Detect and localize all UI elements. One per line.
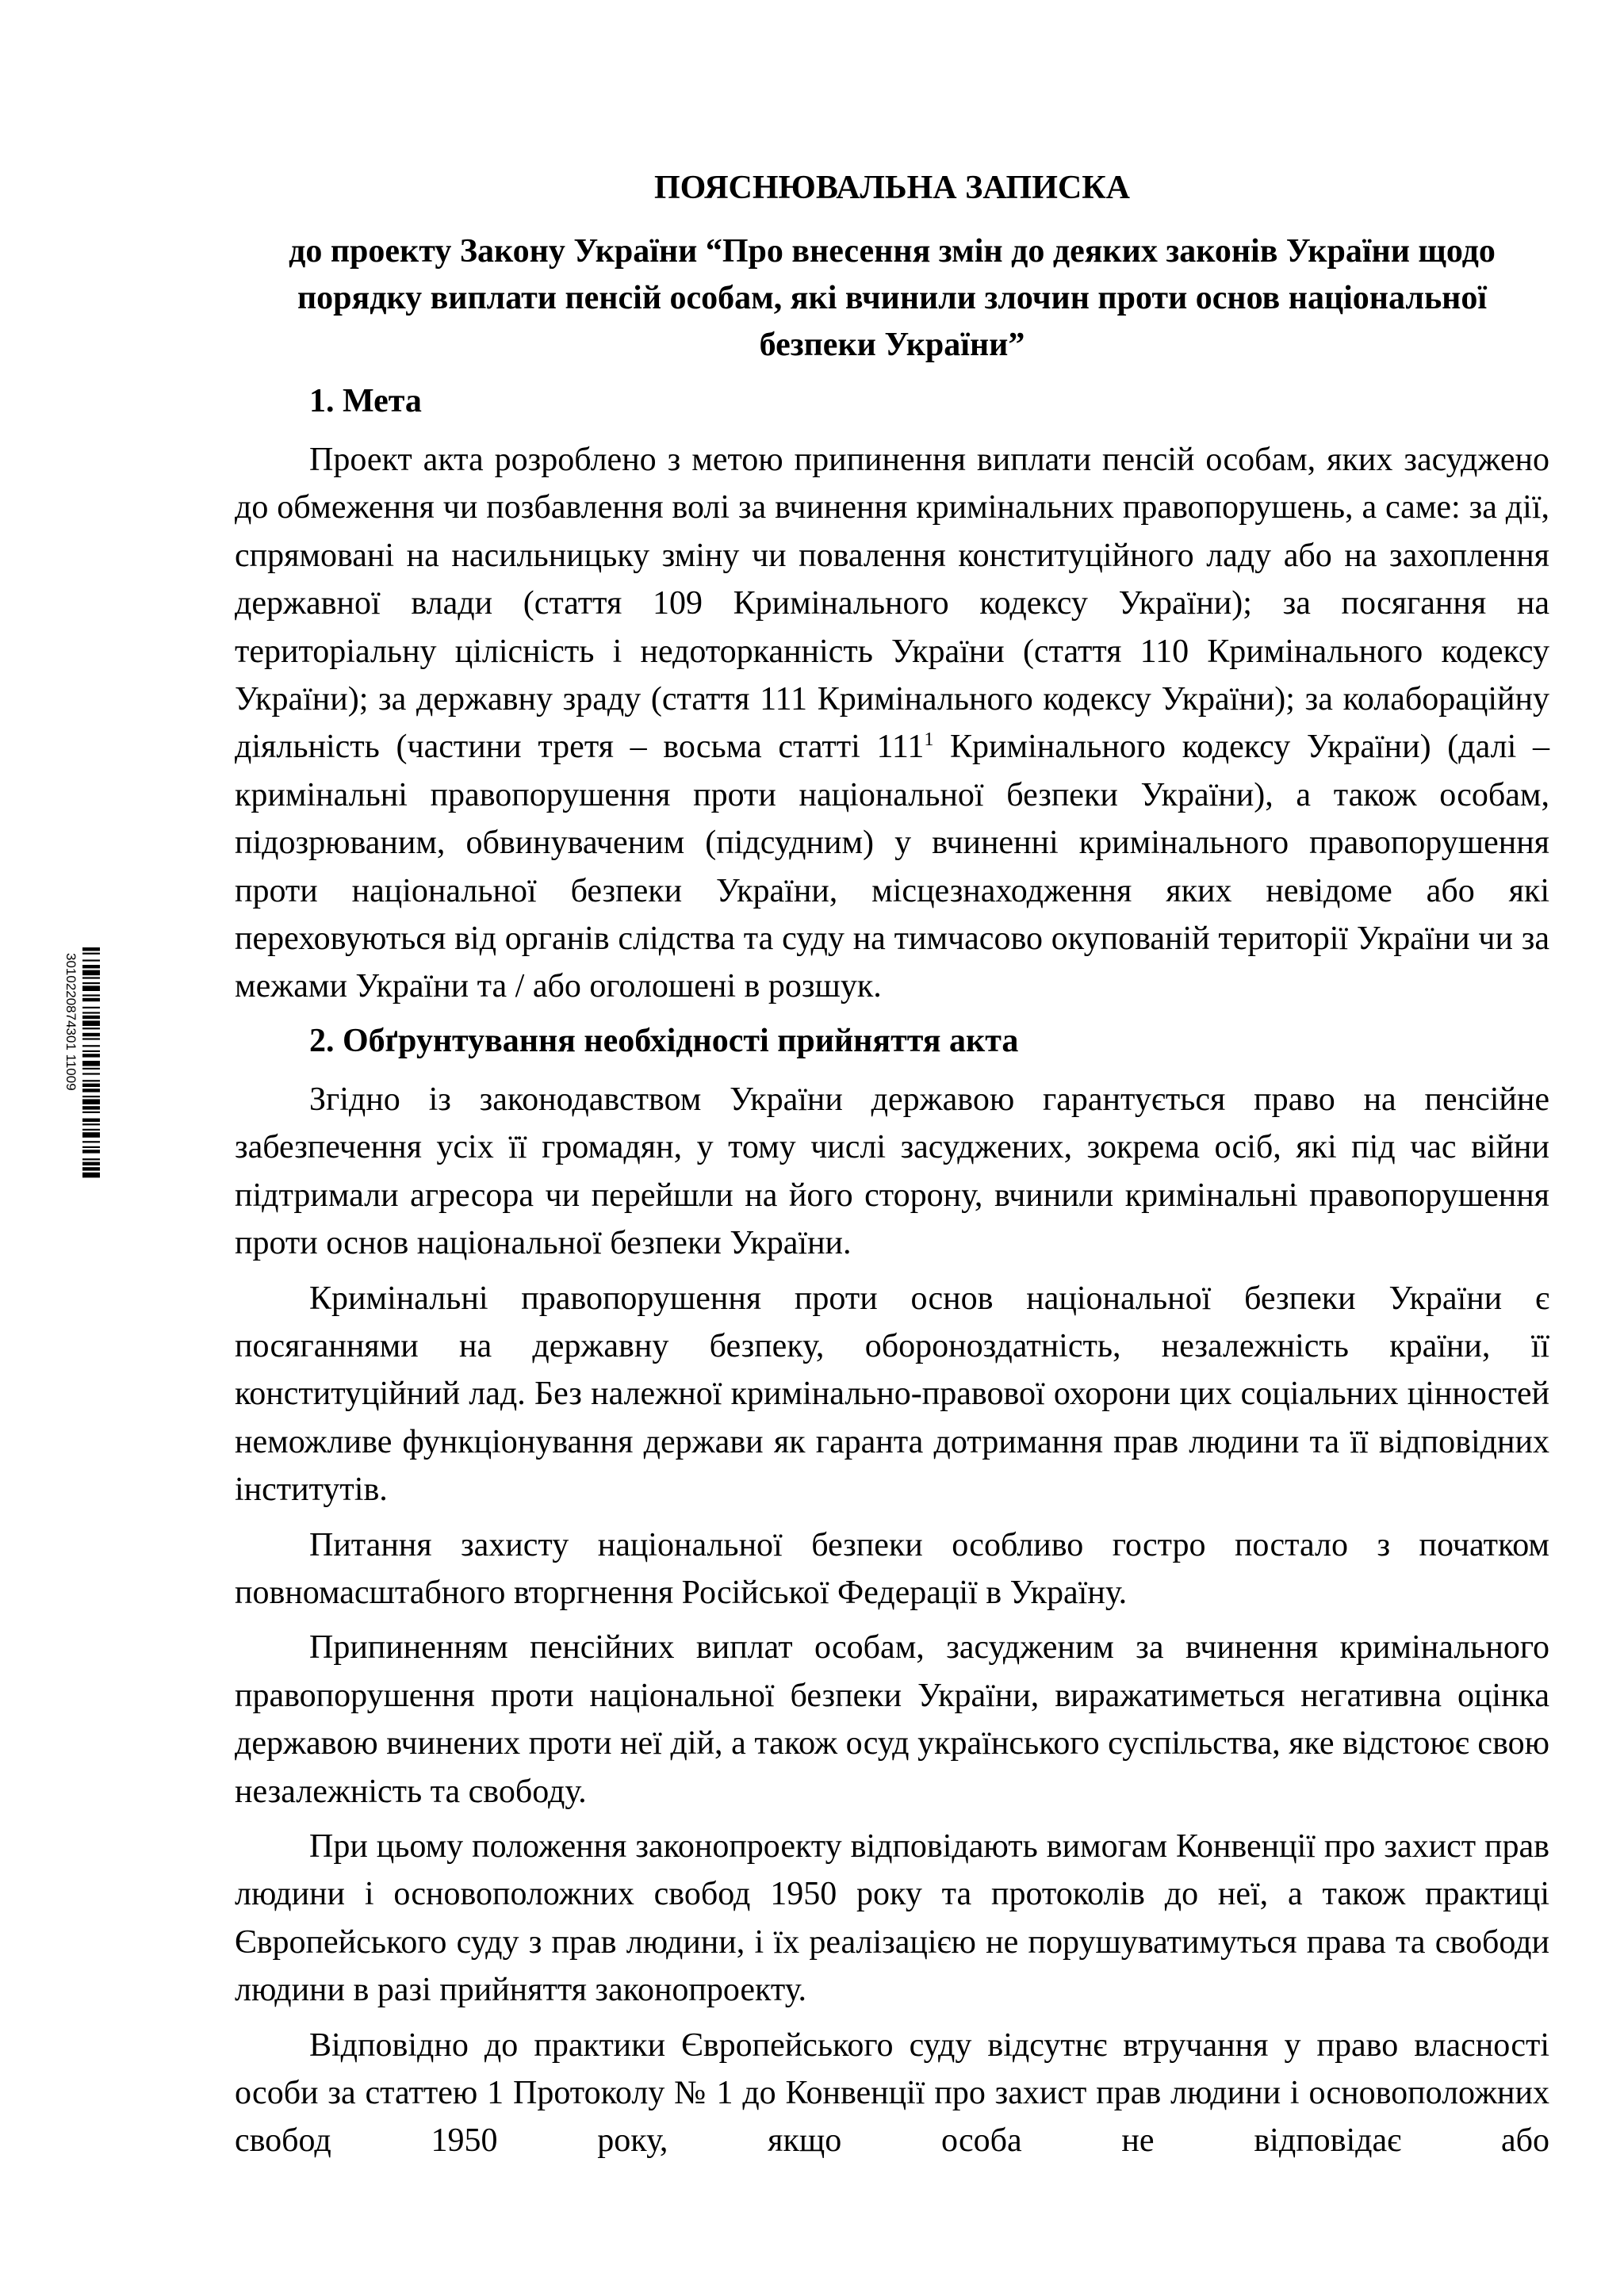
barcode-bar (82, 1162, 100, 1165)
barcode-bar (82, 965, 100, 968)
superscript: 1 (924, 729, 934, 751)
barcode-bar (82, 1106, 100, 1109)
barcode-bar (82, 1089, 100, 1092)
barcode-bar (82, 1146, 100, 1148)
barcode-bar (82, 1150, 100, 1153)
document-body (235, 165, 1549, 2172)
barcode-bar (82, 1158, 100, 1160)
barcode-bar (82, 982, 100, 984)
paragraph: Питання захисту національної безпеки особливо гостро постало з початком повномасштабного вторгнення Російської Федерації в Україну. (235, 1526, 1549, 1611)
barcode-bar (82, 1038, 100, 1039)
barcode-bar (82, 994, 100, 996)
barcode-bar (82, 1012, 100, 1013)
section-heading-justification: 2. Обґрунтування необхідності прийняття акта (309, 1022, 1019, 1059)
barcode-bar (82, 1112, 100, 1113)
barcode-bar (82, 985, 100, 991)
justification-paragraphs (235, 1076, 1549, 2165)
barcode-bar (82, 1099, 100, 1104)
barcode-bar (82, 1123, 100, 1125)
paragraph-text: Кримінального кодексу України) (далі – кримінальні правопорушення проти національної безпеки України), а також особам, підозрюваним, обвинуваченим (підсудним) у вчиненні кримінального правопорушення проти національної безпеки України, місцезнаходження яких невідоме або які переховуються від органів слідства та суду на тимчасово окупованій території України чи за межами України та / або оголошені в розшук. (235, 729, 1549, 1005)
svg-text:3010220874301 11009: 3010220874301 11009 (63, 953, 79, 1091)
barcode-bar (82, 1129, 100, 1131)
barcode-bar (82, 1007, 100, 1008)
barcode-bar (82, 1020, 100, 1026)
barcode-bar (82, 1119, 100, 1122)
barcode-bar (82, 998, 100, 1001)
barcode-bar (82, 1054, 100, 1057)
barcode-number (62, 951, 81, 1292)
document-subtitle: до проекту Закону України “Про внесення змін до деяких законів України щодо порядку виплати пенсій особам, які вчинили злочин проти основ національної безпеки України” (289, 233, 1496, 363)
barcode-bar (82, 1141, 100, 1142)
paragraph-purpose (235, 436, 1549, 1011)
barcode-bar (82, 1045, 100, 1047)
paragraph: Відповідно до практики Європейського суду відсутнє втручання у право власності особи за статтею 1 Протоколу № 1 до Конвенції про захист прав людини і основоположних свобод 1950 року, якщо особа не відповідає або (235, 2026, 1549, 2160)
barcode-bar (82, 970, 100, 976)
barcode-bar (82, 1061, 100, 1066)
barcode-bar (82, 1016, 100, 1019)
barcode-bar (82, 1173, 100, 1178)
barcode-bar (82, 1132, 100, 1138)
barcode-bar (82, 1027, 100, 1029)
barcode-bar (82, 1068, 100, 1070)
barcode-bar (82, 1073, 100, 1074)
section-heading-purpose: 1. Мета (309, 383, 422, 419)
barcode-bar (82, 1167, 100, 1170)
barcode-bar (82, 959, 100, 961)
barcode-bar (82, 947, 100, 951)
paragraph: Згідно із законодавством України державою гарантується право на пенсійне забезпечення усіх її громадян, у тому числі засуджених, зокрема осіб, які під час війни підтримали агресора чи перейшли на його сторону, вчинили кримінальні правопорушення проти основ національної безпеки України. (235, 1081, 1549, 1262)
barcode-bar (82, 953, 100, 955)
barcode-bar (82, 1096, 100, 1097)
paragraph: Припиненням пенсійних виплат особам, засудженим за вчинення кримінального правопорушення проти національної безпеки України, виражатиметься негативна оцінка державою вчинених проти неї дій, а також осуд українського суспільства, яке відстоює свою незалежність та свободу. (235, 1629, 1549, 1810)
paragraph: Кримінальні правопорушення проти основ національної безпеки України є посяганнями на державну безпеку, обороноздатність, незалежність країни, її конституційний лад. Без належної кримінально-правової охорони цих соціальних цінностей неможливе функціонування держави як гаранта дотримання прав людини та її відповідних інститутів. (235, 1280, 1549, 1509)
paragraph: При цьому положення законопроекту відповідають вимогам Конвенції про захист прав людини і основоположних свобод 1950 року та протоколів до неї, а також практиці Європейського суду з прав людини, і їх реалізацією не порушуватимуться права та свободи людини в разі прийняття законопроекту. (235, 1827, 1549, 2009)
barcode-bar (82, 1033, 100, 1036)
barcode-bar (82, 977, 100, 978)
paragraph-text: Проект акта розроблено з метою припинення виплати пенсій особам, яких засуджено до обмеження чи позбавлення волі за вчинення кримінальних правопорушень, а саме: за дії, спрямовані на насильницьку зміну чи повалення конституційного ладу або на захоплення державної влади (стаття 109 Кримінального кодексу України); за посягання на територіальну цілісність і недоторканність України (стаття 110 Кримінального кодексу України); за державну зраду (стаття 111 Кримінального кодексу України); за колабораційну діяльність (частини третя – восьма статті 111 (235, 442, 1549, 766)
barcode-bar (82, 1084, 100, 1087)
document-title: ПОЯСНЮВАЛЬНА ЗАПИСКА (653, 170, 1131, 206)
barcode-bar (82, 1080, 100, 1081)
barcode-bar (82, 1050, 100, 1052)
